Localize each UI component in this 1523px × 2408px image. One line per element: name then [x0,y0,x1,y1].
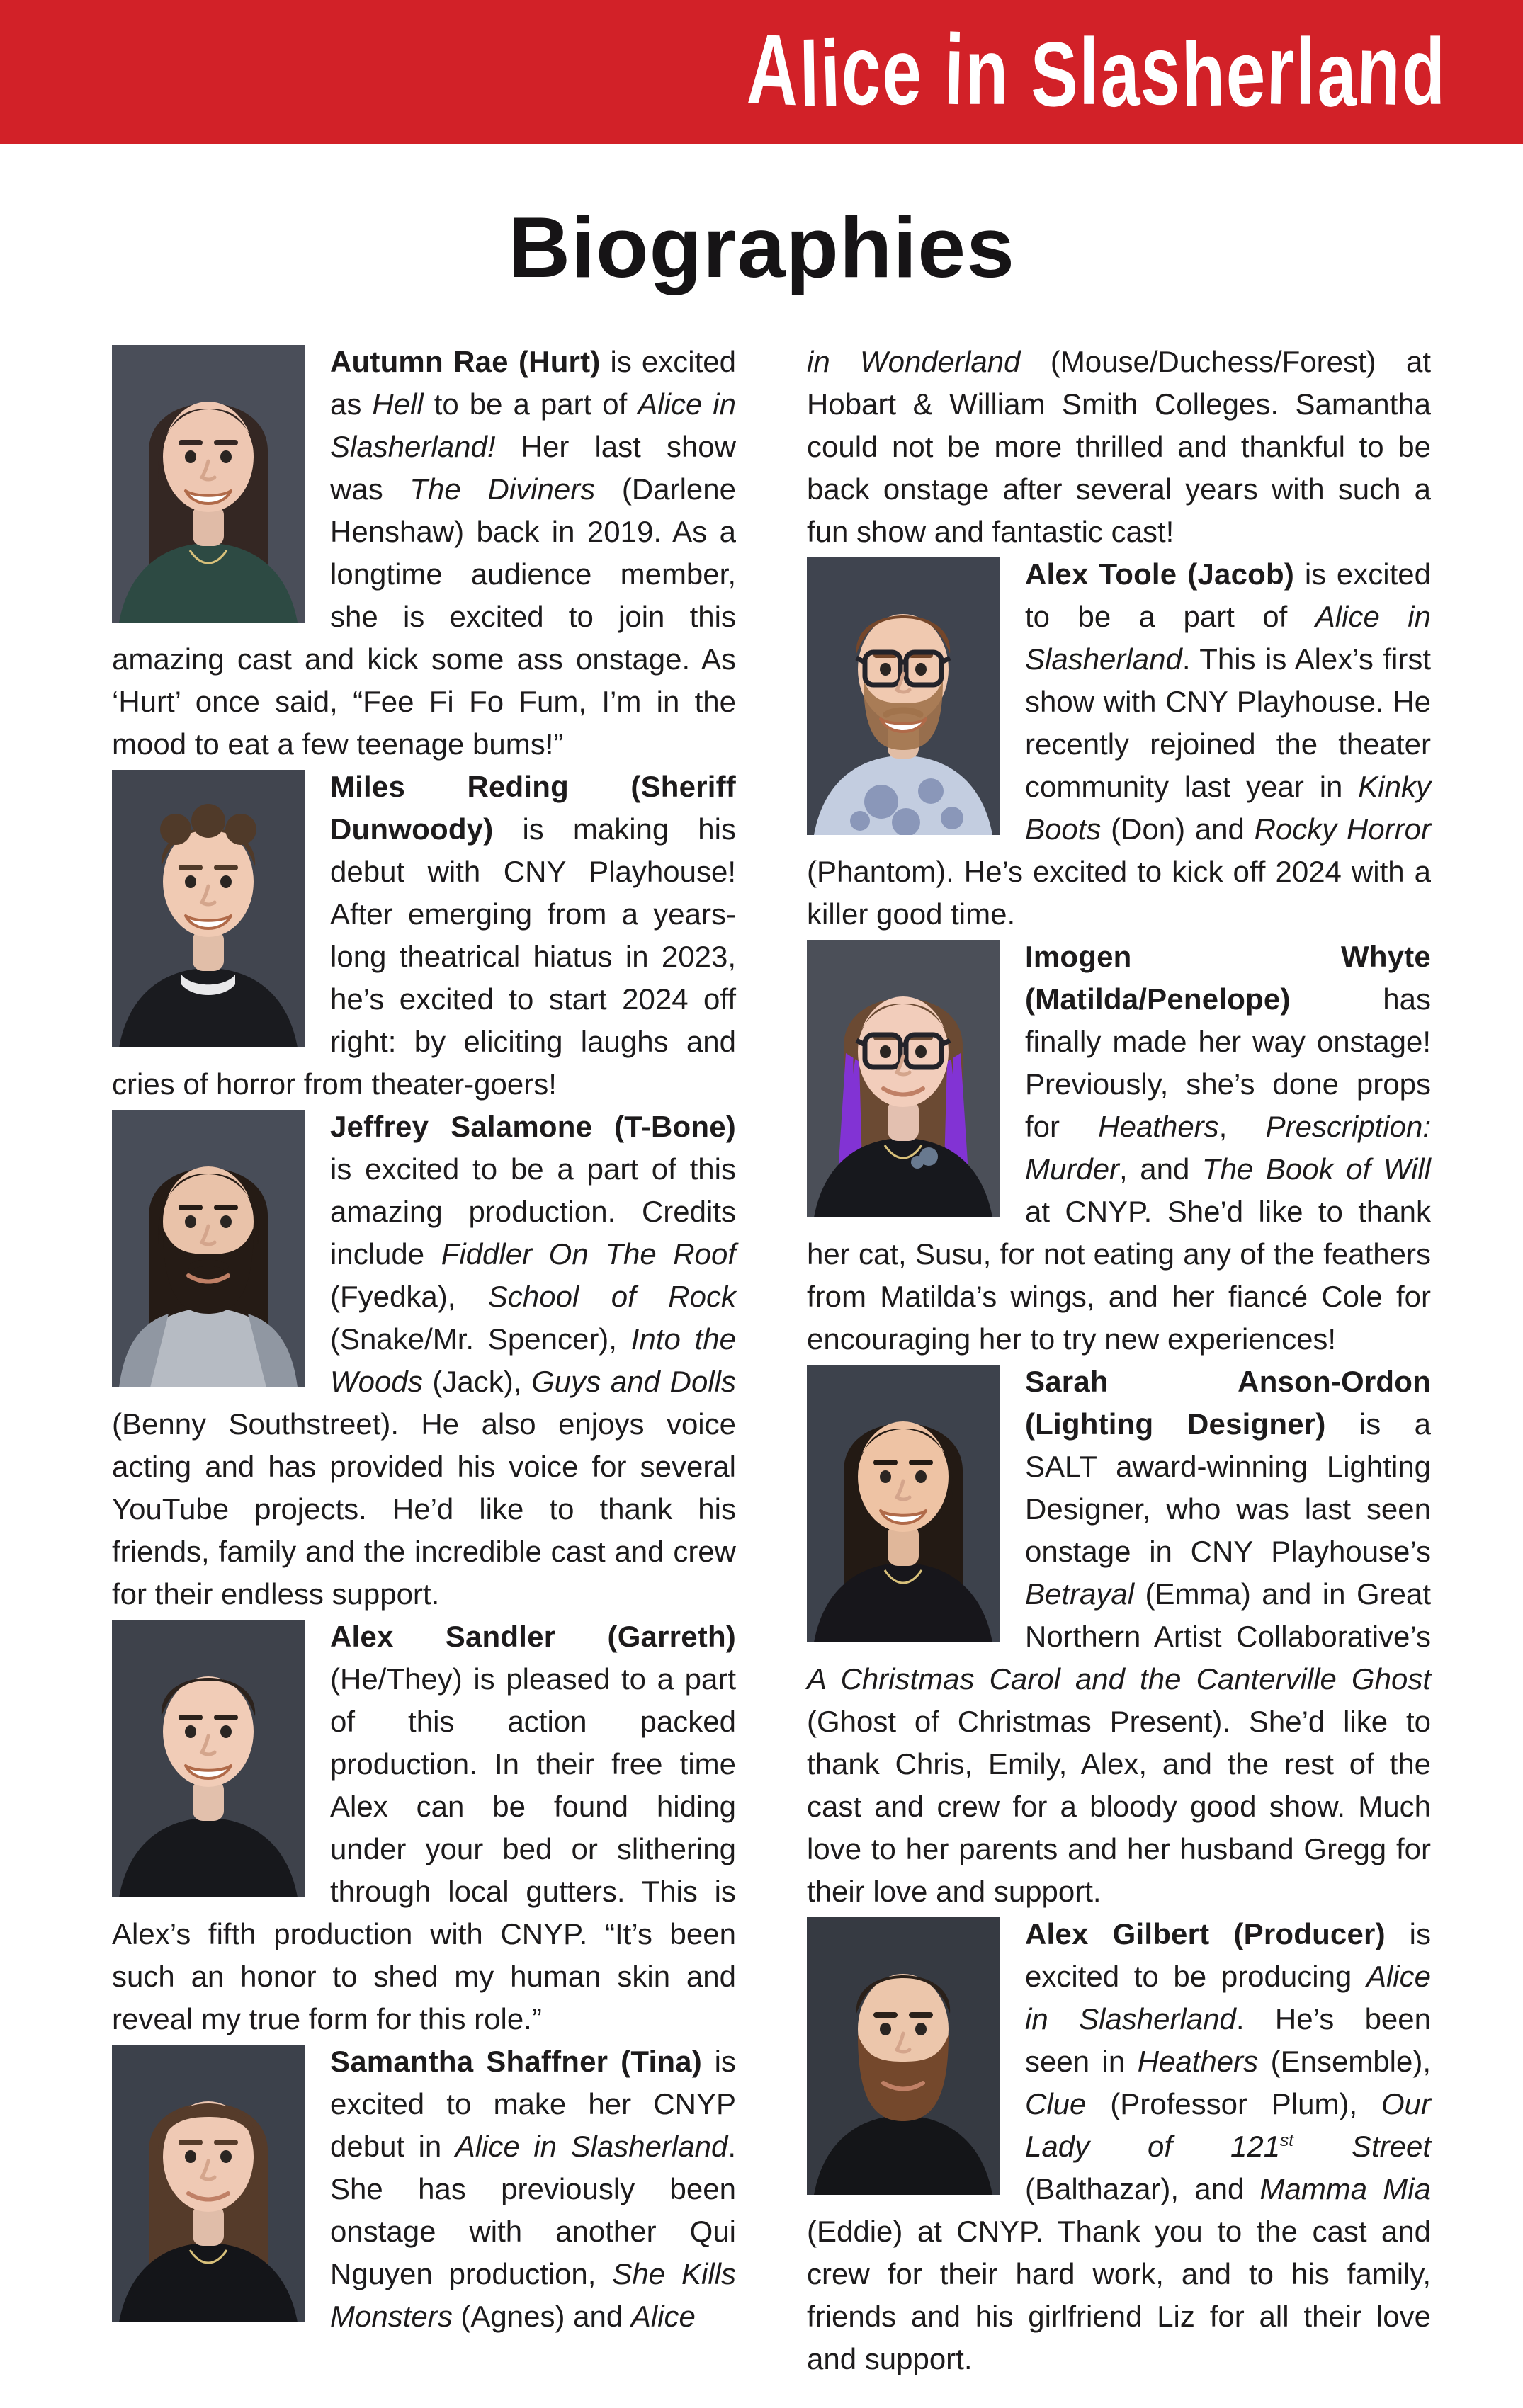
bio-name: Alex Sandler (Garreth) [330,1620,736,1654]
headshot-photo-sarah-anson-ordon [807,1365,1000,1642]
left-column [112,341,736,2338]
header-bar [0,0,1523,144]
bio-samantha-shaffner [112,2040,736,2338]
bio-segment: . This is Alex’s first show with CNY Playhouse. He recently rejoined the theater community last year in [1025,642,1431,804]
bio-segment: is excited to make her CNYP debut in [330,2045,737,2164]
bio-segment: Clue [1025,2087,1087,2121]
header-title-letter: e [1224,20,1268,127]
bio-segment: Heathers [1137,2045,1259,2079]
bio-jeffrey-salamone [112,1106,736,1615]
bio-segment: (He/They) is pleased to a part of this action packed production. In their free time Alex can be found hiding under your bed or slithering through local gutters. This is Alex’s fifth production with CNYP. “It’s been such an honor to shed my human skin and reveal my true form for this role.” [112,1662,736,2036]
bio-name: Imogen Whyte (Matilda/Penelope) [1025,940,1431,1016]
header-title-letter [922,28,944,120]
bio-segment: (Phantom). He’s excited to kick off 2024 with a killer good time. [807,855,1431,931]
page-title: Biographies [507,199,1015,295]
bio-samantha-shaffner-continued [807,341,1431,553]
bio-segment: Fiddler On The Roof [441,1237,736,1271]
bio-segment: The Book of Will [1201,1152,1431,1186]
bio-segment: Alice [630,2300,696,2334]
bio-name: Samantha Shaffner (Tina) [330,2045,702,2079]
bio-segment: at CNYP. She’d like to thank her cat, Susu, for not eating any of the feathers from Matilda’s wings, and her fiancé Cole for encouraging her to try new experiences! [807,1195,1431,1356]
bio-segment: Alice in Slasherland [1025,600,1431,676]
bio-imogen-whyte [807,936,1431,1361]
bio-name: Alex Gilbert (Producer) [1025,1917,1386,1951]
bio-name: Autumn Rae (Hurt) [330,345,601,379]
bio-segment: (Emma) and in Great Northern Artist Collaborative’s [1025,1577,1431,1654]
bio-segment: (Eddie) at CNYP. Thank you to the cast and crew for their hard work, and to his family, friends and his girlfriend Liz for all their love and support. [807,2215,1431,2376]
headshot-photo-miles-reding [112,770,305,1047]
bio-segment: Street [1293,2130,1431,2164]
bio-name: Miles Reding (Sheriff Dunwoody) [330,770,736,846]
bio-segment: has finally made her way onstage! Previously, she’s done props for [1025,982,1431,1144]
header-title-letter: i [942,13,966,127]
bio-segment: Into the Woods [330,1322,737,1399]
header-title-letter: s [1139,13,1183,127]
header-title-letter: d [1401,19,1446,125]
bio-segment: st [1280,2131,1293,2151]
header-title-letter: r [1264,13,1297,127]
header-title-letter: c [839,13,883,127]
bio-segment: School of Rock [487,1280,736,1314]
header-title-letter: A [745,13,800,127]
bio-alex-sandler [112,1615,736,2040]
bio-segment: Betrayal [1025,1577,1135,1611]
bio-segment: Our Lady of 121 [1025,2087,1431,2164]
bio-autumn-rae [112,341,736,766]
bio-segment: (Jack), [422,1365,532,1399]
bio-segment: Rocky Horror [1254,812,1431,846]
bio-segment: is excited to be a part of this amazing production. Credits include [330,1152,736,1271]
header-title-letter: n [1355,13,1403,127]
headshot-photo-jeffrey-salamone [112,1110,305,1387]
bio-segment: (Professor Plum), [1086,2087,1381,2121]
header-title [745,13,1446,127]
header-title-letter [1008,26,1031,122]
bio-segment: (Ghost of Christmas Present). She’d like to thank Chris, Emily, Alex, and the rest of the cast and crew for a bloody good show. Much love to her parents and her husband Gregg for their love and support. [807,1705,1431,1909]
header-title-letter: i [818,21,843,127]
biographies-content [0,341,1523,2380]
bio-segment: (Ensemble), [1258,2045,1431,2079]
bio-text-samantha-shaffner-continued [807,341,1431,553]
header-title-letter: l [1078,19,1100,125]
headshot-photo-alex-sandler [112,1620,305,1897]
bio-segment: (Snake/Mr. Spencer), [330,1322,631,1356]
bio-name: Jeffrey Salamone (T-Bone) [330,1110,736,1144]
bio-alex-toole [807,553,1431,936]
header-title-letter: h [1180,23,1227,127]
bio-segment: (Darlene Henshaw) back in 2019. As a longtime audience member, she is excited to join this amazing cast and kick some ass onstage. As ‘Hurt’ once said, “Fee Fi Fo Fum, I’m in the mood to eat a few teenage bums!” [112,472,736,761]
bio-segment: to be a part of [423,387,638,421]
headshot-photo-autumn-rae [112,345,305,623]
bio-miles-reding [112,766,736,1106]
headshot-photo-alex-gilbert [807,1917,1000,2195]
headshot-photo-samantha-shaffner [112,2045,305,2322]
bio-segment: , [1218,1110,1266,1144]
header-title-letter: e [881,19,923,125]
bio-name: Alex Toole (Jacob) [1025,557,1295,591]
bio-segment: Alice in Slasherland! [330,387,736,464]
right-column [807,341,1431,2380]
bio-segment: is excited to be a part of [1025,557,1432,634]
bio-segment: Mamma Mia [1259,2172,1431,2206]
bio-segment: . She has previously been onstage with another Qui Nguyen production, [330,2130,736,2291]
headshot-photo-imogen-whyte [807,940,1000,1217]
bio-segment: Guys and Dolls [531,1365,737,1399]
bio-segment: (Benny Southstreet). He also enjoys voice acting and has provided his voice for several YouTube projects. He’d like to thank his friends, family and the incredible cast and crew for their endless support. [112,1407,736,1611]
header-title-letter: l [1295,19,1317,125]
header-title-letter: n [964,19,1009,125]
bio-alex-gilbert [807,1913,1431,2380]
bio-segment: Hell [372,387,424,421]
bio-segment: in Wonderland [807,345,1021,379]
bio-segment: is a SALT award-winning Lighting Designer, who was last seen onstage in CNY Playhouse’s [1025,1407,1432,1569]
bio-segment: (Balthazar), and [1025,2172,1260,2206]
header-title-letter: a [1315,23,1358,127]
bio-segment: Alice in Slasherland [1025,1960,1431,2036]
bio-segment: is excited as [330,345,736,421]
bio-name: Sarah Anson-Ordon (Lighting Designer) [1025,1365,1431,1441]
bio-segment: (Don) and [1101,812,1255,846]
bio-segment: Prescription: Murder [1025,1110,1431,1186]
bio-segment: (Agnes) and [452,2300,631,2334]
bio-segment: is excited to be producing [1025,1917,1431,1994]
bio-segment: (Mouse/Duchess/Forest) at Hobart & William Smith Colleges. Samantha could not be more thrilled and thankful to be back onstage after several years with such a fun show and fantastic cast! [807,345,1432,549]
bio-segment: She Kills Monsters [330,2257,736,2334]
bio-segment: Kinky Boots [1025,770,1431,846]
bio-sarah-anson-ordon [807,1361,1431,1913]
bio-segment: A Christmas Carol and the Canterville Ghost [807,1662,1431,1696]
bio-segment: is making his debut with CNY Playhouse! After emerging from a years-long theatrical hiatus in 2023, he’s excited to start 2024 off right: by eliciting laughs and cries of horror from theater-goers! [112,812,736,1101]
header-title-letter: S [1029,23,1080,127]
bio-segment: Alice in Slasherland [455,2130,728,2164]
header-title-letter: a [1098,20,1143,127]
bio-segment: Heathers [1098,1110,1219,1144]
headshot-photo-alex-toole [807,557,1000,835]
bio-segment: The Diviners [409,472,596,506]
bio-segment: (Fyedka), [330,1280,488,1314]
bio-segment: Her last show was [330,430,736,506]
bio-segment: , and [1119,1152,1202,1186]
bio-segment: . He’s been seen in [1025,2002,1432,2079]
header-title-letter: l [798,23,821,126]
